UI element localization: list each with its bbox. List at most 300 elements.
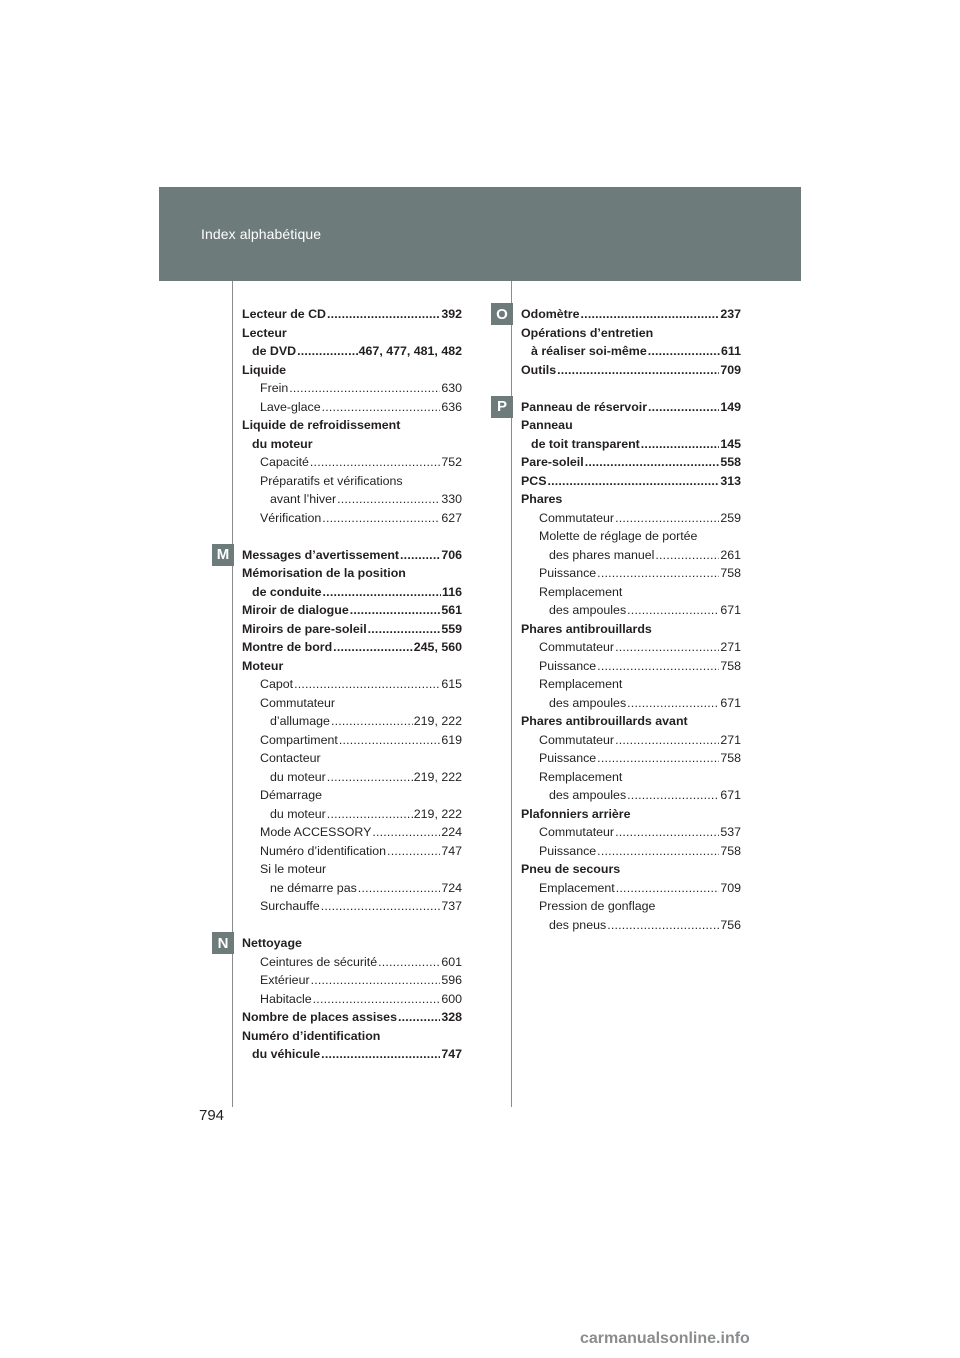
index-term: [521, 620, 741, 639]
index-term: [521, 416, 741, 435]
page-reference: 219, 222: [413, 714, 462, 728]
page-reference: 224: [441, 825, 462, 839]
index-term: [242, 1045, 462, 1064]
page-reference: 271: [720, 732, 741, 747]
letter-tab-n: N: [212, 932, 234, 954]
index-term-label: à réaliser soi-même: [531, 344, 647, 358]
index-term: [242, 361, 462, 380]
index-term: [242, 546, 462, 565]
page-reference: 706: [441, 547, 462, 562]
dot-leader: [327, 805, 413, 824]
index-entry: [521, 731, 741, 750]
index-entry: [242, 657, 462, 676]
page-reference: 709: [720, 362, 741, 377]
index-term: [521, 305, 741, 324]
index-subterm: [242, 398, 462, 417]
page-reference: 671: [720, 695, 741, 710]
index-term: [521, 490, 741, 509]
dot-leader: [615, 509, 719, 528]
page-reference: 237: [720, 307, 741, 321]
page-reference: 627: [441, 510, 462, 525]
index-subterm: [242, 768, 462, 787]
index-term-label: des pneus: [549, 917, 607, 932]
index-entry: [242, 638, 462, 657]
index-entry: [242, 675, 462, 694]
index-subterm: [242, 453, 462, 472]
index-subterm: [521, 916, 741, 935]
dot-leader: [331, 712, 413, 731]
index-entry: [521, 860, 741, 879]
index-term: [521, 398, 741, 417]
index-entry: [521, 564, 741, 583]
page-reference: 737: [441, 899, 462, 913]
index-subterm: [242, 472, 462, 491]
index-term: [242, 1008, 462, 1027]
dot-leader: [368, 620, 441, 639]
dot-leader: [297, 342, 358, 361]
page-reference: 392: [441, 307, 462, 321]
index-term-label: Puissance: [539, 658, 597, 673]
index-subterm: [521, 601, 741, 620]
index-entry: [242, 546, 462, 565]
index-entry: [242, 897, 462, 916]
page-title: Index alphabétique: [201, 226, 322, 242]
index-subterm: [521, 786, 741, 805]
index-term-label: Phares: [521, 492, 563, 506]
index-subterm: [242, 860, 462, 879]
page-reference: 671: [720, 603, 741, 617]
index-term-label: Remplacement: [539, 677, 623, 691]
index-term-label: Puissance: [539, 566, 597, 580]
dot-leader: [627, 601, 719, 620]
index-subterm: [521, 638, 741, 657]
index-term-label: Capot: [260, 677, 294, 691]
index-subterm: [242, 749, 462, 768]
letter-tab-o: O: [491, 303, 513, 325]
index-term: [242, 564, 462, 583]
page-reference: 611: [721, 344, 741, 358]
index-entry: [242, 361, 462, 380]
page-reference: 328: [441, 1010, 462, 1024]
index-term-label: Démarrage: [260, 788, 322, 802]
index-term-label: Panneau de réservoir: [521, 399, 648, 414]
page-reference: 561: [441, 603, 462, 617]
index-entry: [521, 416, 741, 453]
page-reference: 601: [441, 954, 462, 969]
index-term-label: Opérations d’entretien: [521, 325, 654, 340]
index-term: [521, 712, 741, 731]
index-entry: [242, 694, 462, 731]
index-term-label: Commutateur: [539, 640, 615, 654]
page-reference: 752: [441, 455, 462, 469]
index-term: [521, 435, 741, 454]
dot-leader: [387, 842, 440, 861]
index-entry: [242, 1008, 462, 1027]
dot-leader: [597, 749, 719, 768]
index-entry: [521, 768, 741, 805]
section-spacer: [521, 379, 741, 398]
index-term-label: des ampoules: [549, 695, 627, 710]
index-term-label: ne démarre pas: [270, 880, 357, 895]
index-term-label: du moteur: [270, 806, 326, 821]
index-term-label: Mode ACCESSORY: [260, 825, 372, 839]
page-reference: 747: [441, 843, 462, 858]
index-term-label: Miroirs de pare-soleil: [242, 621, 367, 636]
index-term-label: Préparatifs et vérifications: [260, 473, 403, 488]
index-term: [242, 638, 462, 657]
index-entry: [521, 805, 741, 824]
index-entry: [242, 379, 462, 398]
index-subterm: [521, 675, 741, 694]
index-subterm: [242, 379, 462, 398]
index-subterm: [242, 953, 462, 972]
page-reference: 671: [720, 788, 741, 802]
page-reference: 145: [720, 436, 741, 451]
index-term-label: des ampoules: [549, 603, 627, 617]
index-subterm: [521, 897, 741, 916]
dot-leader: [323, 583, 441, 602]
index-entry: [521, 324, 741, 361]
index-entry: [521, 897, 741, 934]
dot-leader: [289, 379, 440, 398]
index-term-label: Commutateur: [539, 510, 615, 525]
index-entry: [242, 1027, 462, 1064]
dot-leader: [378, 953, 440, 972]
index-entry: [242, 786, 462, 823]
index-term-label: Compartiment: [260, 732, 338, 747]
index-entry: [521, 638, 741, 657]
index-term-label: Frein: [260, 381, 289, 395]
index-entry: [242, 324, 462, 361]
index-term: [242, 601, 462, 620]
index-subterm: [521, 583, 741, 602]
index-entry: [521, 749, 741, 768]
dot-leader: [627, 694, 719, 713]
page-reference: 219, 222: [413, 769, 462, 784]
index-subterm: [242, 897, 462, 916]
dot-leader: [327, 768, 413, 787]
page-reference: 259: [720, 510, 741, 525]
dot-leader: [313, 990, 441, 1009]
index-term-label: des phares manuel: [549, 547, 655, 562]
page-reference: 758: [720, 843, 741, 858]
index-entry: [242, 749, 462, 786]
index-entry: [521, 879, 741, 898]
index-term-label: Pneu de secours: [521, 862, 621, 876]
index-entry: [242, 953, 462, 972]
index-entry: [242, 601, 462, 620]
page-reference: 245, 560: [413, 640, 462, 654]
index-term: [242, 435, 462, 454]
dot-leader: [327, 305, 440, 324]
dot-leader: [400, 546, 440, 565]
dot-leader: [557, 361, 719, 380]
page-reference: 559: [441, 621, 462, 636]
dot-leader: [648, 342, 720, 361]
index-entry: [521, 361, 741, 380]
index-entry: [521, 453, 741, 472]
page-reference: 758: [720, 566, 741, 580]
page-reference: 261: [720, 547, 741, 562]
index-term: [242, 305, 462, 324]
letter-tab-m: M: [212, 544, 234, 566]
index-subterm: [242, 971, 462, 990]
page-reference: 558: [720, 455, 741, 469]
index-term-label: Liquide: [242, 362, 287, 377]
index-entry: [242, 823, 462, 842]
index-subterm: [242, 694, 462, 713]
dot-leader: [616, 879, 720, 898]
index-term-label: Remplacement: [539, 584, 623, 599]
index-term: [242, 934, 462, 953]
dot-leader: [311, 971, 441, 990]
index-entry: [521, 675, 741, 712]
index-column-right: [521, 305, 741, 934]
index-term-label: Pression de gonflage: [539, 899, 656, 913]
index-subterm: [521, 509, 741, 528]
index-entry: [242, 509, 462, 528]
dot-leader: [615, 731, 719, 750]
section-spacer: [242, 527, 462, 546]
index-subterm: [242, 731, 462, 750]
index-entry: [521, 712, 741, 731]
index-subterm: [521, 657, 741, 676]
index-term-label: Ceintures de sécurité: [260, 954, 378, 969]
index-term-label: Surchauffe: [260, 899, 320, 913]
index-subterm: [521, 879, 741, 898]
index-term-label: Phares antibrouillards avant: [521, 714, 688, 728]
dot-leader: [581, 305, 720, 324]
index-term-label: Nettoyage: [242, 936, 302, 950]
index-term: [242, 342, 462, 361]
index-term-label: Outils: [521, 362, 557, 377]
index-term-label: Mémorisation de la position: [242, 566, 406, 580]
index-subterm: [521, 749, 741, 768]
index-entry: [242, 990, 462, 1009]
index-term: [521, 361, 741, 380]
index-entry: [242, 971, 462, 990]
index-entry: [242, 416, 462, 453]
index-term-label: Contacteur: [260, 751, 321, 765]
dot-leader: [337, 490, 440, 509]
dot-leader: [321, 1045, 440, 1064]
index-term-label: Lecteur de CD: [242, 307, 326, 321]
dot-leader: [339, 731, 441, 750]
index-term-label: Moteur: [242, 658, 284, 673]
index-term-label: de DVD: [252, 344, 297, 358]
page-reference: 758: [720, 658, 741, 673]
page-header: [159, 187, 801, 281]
index-entry: [521, 527, 741, 564]
index-entry: [521, 823, 741, 842]
dot-leader: [627, 786, 719, 805]
page-reference: 724: [441, 880, 462, 895]
dot-leader: [322, 398, 441, 417]
page-reference: 636: [441, 399, 462, 414]
dot-leader: [648, 398, 719, 417]
index-term-label: Miroir de dialogue: [242, 603, 349, 617]
section-spacer: [242, 916, 462, 935]
index-term-label: d’allumage: [270, 714, 330, 728]
index-term-label: Panneau: [521, 418, 573, 432]
page-reference: 313: [720, 473, 741, 488]
page-reference: 467, 477, 481, 482: [358, 344, 462, 358]
index-term-label: Lave-glace: [260, 399, 321, 414]
index-term-label: du véhicule: [252, 1047, 321, 1061]
index-entry: [521, 620, 741, 639]
index-subterm: [521, 768, 741, 787]
page-reference: 747: [441, 1047, 462, 1061]
page-reference: 758: [720, 751, 741, 765]
index-subterm: [242, 712, 462, 731]
index-term: [521, 472, 741, 491]
index-subterm: [242, 786, 462, 805]
page-reference: 271: [720, 640, 741, 654]
index-subterm: [521, 527, 741, 546]
page-number: 794: [199, 1107, 225, 1124]
index-term: [242, 620, 462, 639]
index-subterm: [521, 564, 741, 583]
index-term-label: Molette de réglage de portée: [539, 529, 698, 543]
index-entry: [521, 398, 741, 417]
index-term: [242, 657, 462, 676]
letter-tab-p: P: [491, 396, 513, 418]
index-term: [521, 324, 741, 343]
index-term: [242, 416, 462, 435]
dot-leader: [585, 453, 720, 472]
index-term-label: Capacité: [260, 455, 309, 469]
index-term-label: Numéro d’identification: [242, 1028, 381, 1043]
index-entry: [242, 472, 462, 509]
index-term-label: Vérification: [260, 510, 322, 525]
index-subterm: [242, 805, 462, 824]
index-entry: [242, 731, 462, 750]
index-subterm: [242, 842, 462, 861]
index-term-label: Pare-soleil: [521, 455, 584, 469]
index-entry: [242, 398, 462, 417]
page-reference: 537: [720, 825, 741, 839]
index-subterm: [242, 490, 462, 509]
index-entry: [242, 842, 462, 861]
index-entry: [521, 490, 741, 509]
page-reference: 330: [441, 492, 462, 506]
index-term: [242, 324, 462, 343]
index-term-label: Si le moteur: [260, 862, 327, 876]
index-term-label: du moteur: [252, 436, 313, 451]
page-reference: 615: [441, 677, 462, 691]
index-entry: [521, 305, 741, 324]
index-entry: [521, 657, 741, 676]
index-subterm: [242, 509, 462, 528]
index-term-label: de toit transparent: [531, 436, 640, 451]
dot-leader: [321, 897, 441, 916]
index-term-label: Habitacle: [260, 991, 312, 1006]
watermark-text: carmanualsonline.info: [580, 1330, 750, 1347]
page-reference: 619: [441, 732, 462, 747]
index-term-label: Commutateur: [260, 695, 336, 710]
index-term-label: Emplacement: [539, 880, 615, 895]
index-term-label: Montre de bord: [242, 640, 333, 654]
dot-leader: [607, 916, 719, 935]
index-column-left: [242, 305, 462, 1064]
index-term: [242, 1027, 462, 1046]
dot-leader: [597, 842, 719, 861]
dot-leader: [350, 601, 441, 620]
dot-leader: [322, 509, 440, 528]
index-entry: [242, 934, 462, 953]
index-term: [521, 453, 741, 472]
index-term-label: Extérieur: [260, 973, 310, 987]
dot-leader: [655, 546, 719, 565]
index-term-label: Liquide de refroidissement: [242, 418, 401, 432]
page-reference: 630: [441, 381, 462, 395]
index-term-label: Puissance: [539, 751, 597, 765]
index-entry: [521, 842, 741, 861]
index-term: [521, 860, 741, 879]
index-entry: [521, 583, 741, 620]
index-subterm: [242, 823, 462, 842]
index-entry: [242, 305, 462, 324]
index-entry: [242, 564, 462, 601]
index-term-label: Phares antibrouillards: [521, 621, 652, 636]
index-entry: [242, 860, 462, 897]
index-term-label: PCS: [521, 473, 547, 488]
index-subterm: [242, 990, 462, 1009]
index-subterm: [242, 879, 462, 898]
index-subterm: [521, 842, 741, 861]
index-term-label: Puissance: [539, 843, 597, 858]
left-column-rule: [232, 281, 233, 1107]
page-reference: 600: [441, 991, 462, 1006]
page-reference: 219, 222: [413, 806, 462, 821]
index-entry: [521, 509, 741, 528]
index-term-label: Remplacement: [539, 769, 623, 784]
index-term-label: avant l’hiver: [270, 492, 337, 506]
dot-leader: [597, 564, 719, 583]
dot-leader: [372, 823, 440, 842]
index-entry: [521, 472, 741, 491]
page-reference: 596: [441, 973, 462, 987]
index-term: [521, 342, 741, 361]
index-subterm: [521, 731, 741, 750]
index-term-label: Numéro d’identification: [260, 843, 387, 858]
dot-leader: [615, 638, 719, 657]
dot-leader: [597, 657, 719, 676]
index-subterm: [521, 823, 741, 842]
dot-leader: [547, 472, 719, 491]
index-term-label: Lecteur: [242, 325, 287, 340]
dot-leader: [333, 638, 413, 657]
dot-leader: [358, 879, 441, 898]
index-term-label: Odomètre: [521, 307, 580, 321]
index-entry: [242, 620, 462, 639]
index-entry: [242, 453, 462, 472]
dot-leader: [310, 453, 440, 472]
index-term-label: Commutateur: [539, 825, 615, 839]
index-subterm: [242, 675, 462, 694]
dot-leader: [398, 1008, 440, 1027]
index-term: [242, 583, 462, 602]
index-term-label: de conduite: [252, 584, 322, 599]
dot-leader: [294, 675, 440, 694]
index-term-label: Nombre de places assises: [242, 1010, 397, 1024]
dot-leader: [615, 823, 719, 842]
dot-leader: [641, 435, 720, 454]
page-reference: 756: [720, 917, 741, 932]
index-term-label: des ampoules: [549, 788, 627, 802]
page-reference: 149: [720, 399, 741, 414]
index-term-label: Messages d’avertissement: [242, 547, 400, 562]
